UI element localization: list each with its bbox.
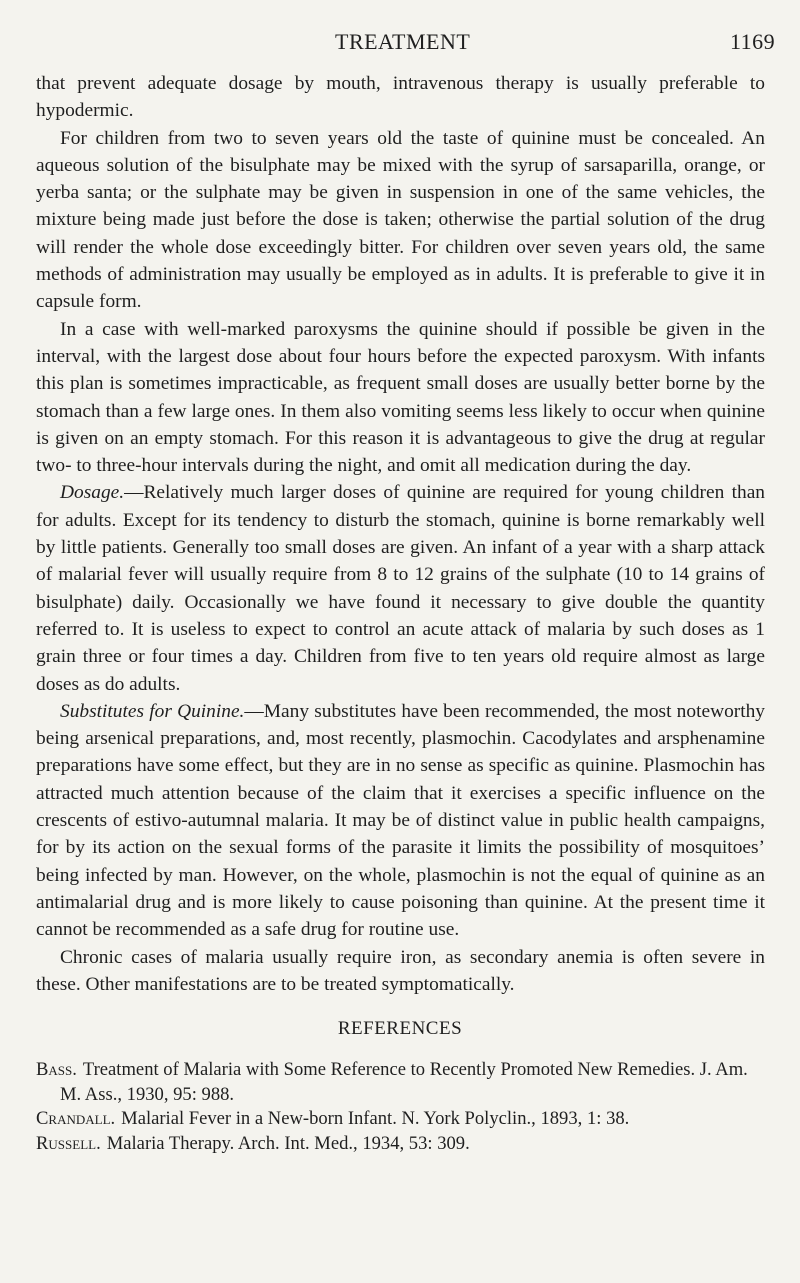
reference-author: Crandall.	[36, 1108, 116, 1129]
reference-item	[36, 1107, 765, 1132]
reference-author: Russell.	[36, 1132, 101, 1154]
paragraph-children-taste: For children from two to seven years old the taste of quinine must be concealed. An aqueous solution of the bisulphate may be mixed with the syrup of sarsaparilla, orange, or yerba santa; or the sulphate may be given in suspension in one of the same vehicles, the mixture being made just before the dose is taken; otherwise the partial solution of the drug will render the whole dose exceedingly bitter. For children over seven years old, the same methods of administration may usually be employed as in adults. It is preferable to give it in capsule form.	[36, 127, 765, 313]
paragraph-continued: that prevent adequate dosage by mouth, intravenous therapy is usually preferable to hypodermic.	[36, 73, 765, 122]
paragraph-dosage	[36, 479, 765, 697]
reference-item	[36, 1058, 765, 1107]
reference-text: Malarial Fever in a New-born Infant. N. York Polyclin., 1893, 1: 38.	[121, 1108, 630, 1129]
reference-item	[36, 1132, 765, 1157]
page-number: 1169	[730, 29, 776, 54]
body-text	[36, 70, 765, 998]
substitutes-text: —Many substitutes have been recommended, the most noteworthy being arsenical preparations, and, most recently, plasmochin. Cacodylates and arsphenamine preparations have some effect, but they are in no sense as specific as quinine. Plasmochin has attracted much attention because of the claim that it exercises a specific influence on the crescents of estivo-autumnal malaria. It may be of distinct value in public health campaigns, for by its action on the sexual forms of the parasite it limits the possibility of mosquitoes’ being infected by man. However, on the whole, plasmochin is not the equal of quinine as an antimalarial drug and is more likely to cause poisoning than quinine. At the present time it cannot be recommended as a safe drug for routine use.	[36, 700, 766, 941]
running-head	[0, 29, 800, 61]
paragraph-paroxysms: In a case with well-marked paroxysms the quinine should if possible be given in the interval, with the largest dose about four hours before the expected paroxysm. With infants this plan is sometimes impracticable, as frequent small doses are usually better borne by the stomach than a few large ones. In them also vomiting seems less likely to occur when quinine is given on an empty stomach. For this reason it is advantageous to give the drug at regular two- to three-hour intervals during the night, and omit all medication during the day.	[36, 318, 765, 477]
dosage-runin-heading: Dosage.	[60, 482, 125, 504]
paragraph-substitutes	[36, 698, 765, 944]
reference-text: Malaria Therapy. Arch. Int. Med., 1934, 53: 309.	[106, 1132, 470, 1154]
dosage-text: —Relatively much larger doses of quinine are required for young children than for adults. Except for its tendency to disturb the stomach, quinine is borne remarkably well by little patients. Generally too small doses are given. An infant of a year with a sharp attack of malarial fever will usually require from 8 to 12 grains of the sulphate (10 to 14 grains of bisulphate) daily. Occasionally we have found it necessary to give double the quantity referred to. It is useless to expect to control an acute attack of malaria by such doses as 1 grain three or four times a day. Children from five to ten years old require almost as large doses as do adults.	[36, 482, 765, 695]
references-list	[36, 1058, 765, 1156]
reference-text: Treatment of Malaria with Some Reference to Recently Promoted New Remedies. J. Am. M. Ass., 1930, 95: 988.	[60, 1059, 748, 1105]
substitutes-runin-heading: Substitutes for Quinine.	[60, 700, 245, 722]
running-title: TREATMENT	[335, 29, 471, 54]
paragraph-chronic-cases: Chronic cases of malaria usually require iron, as secondary anemia is often severe in these. Other manifestations are to be treated symptomatically.	[36, 946, 765, 995]
references-heading: REFERENCES	[337, 1018, 463, 1039]
reference-author: Bass.	[36, 1059, 77, 1080]
